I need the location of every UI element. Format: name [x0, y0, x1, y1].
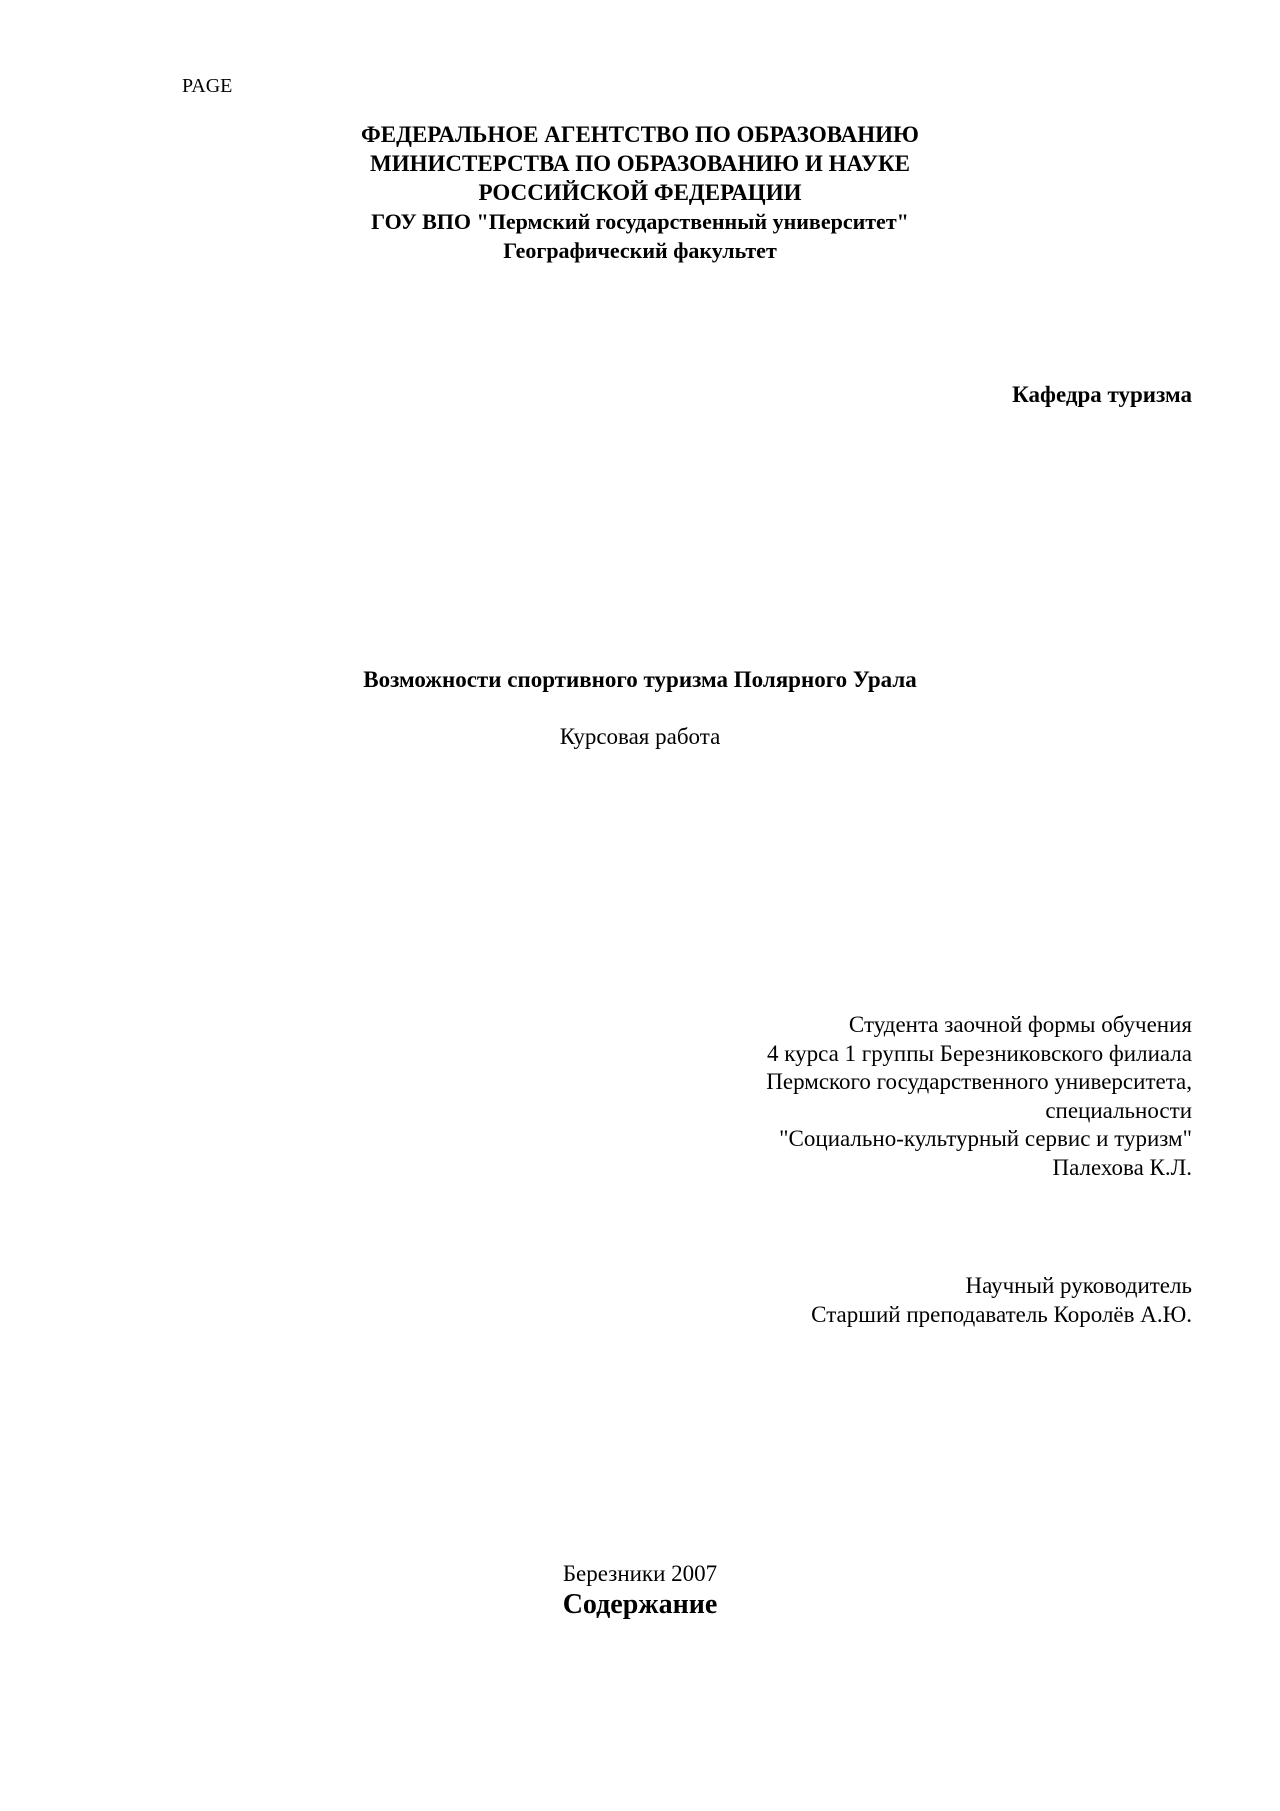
work-type: Курсовая работа [559, 724, 721, 749]
supervisor-block [811, 1271, 1192, 1329]
department-name: Кафедра туризма [1012, 382, 1192, 407]
author-line: Студента заочной формы обучения [848, 1012, 1192, 1037]
header-line-faculty: Географический факультет [503, 238, 777, 263]
author-line: специальности [1045, 1097, 1192, 1123]
author-line: "Социально-культурный сервис и туризм" [779, 1126, 1192, 1152]
header-line-university: ГОУ ВПО "Пермский государственный университет" [371, 209, 909, 234]
supervisor-role: Научный руководитель [965, 1273, 1192, 1298]
page-field-code: PAGE [182, 75, 233, 97]
author-line: 4 курса 1 группы Березниковского филиала [766, 1040, 1192, 1066]
supervisor-name: Старший преподаватель Королёв А.Ю. [811, 1302, 1192, 1327]
city-year: Березники 2007 [562, 1561, 718, 1586]
author-name: Палехова К.Л. [1052, 1154, 1192, 1180]
header-line-agency: ФЕДЕРАЛЬНОЕ АГЕНТСТВО ПО ОБРАЗОВАНИЮ [361, 122, 919, 147]
work-title: Возможности спортивного туризма Полярного Урала [363, 667, 917, 692]
author-line: Пермского государственного университета, [766, 1069, 1192, 1095]
institution-header [0, 120, 1280, 265]
header-line-country: РОССИЙСКОЙ ФЕДЕРАЦИИ [478, 180, 802, 205]
contents-heading: Содержание [562, 1589, 718, 1620]
author-block [766, 1011, 1192, 1183]
header-line-ministry: МИНИСТЕРСТВА ПО ОБРАЗОВАНИЮ И НАУКЕ [370, 151, 910, 176]
